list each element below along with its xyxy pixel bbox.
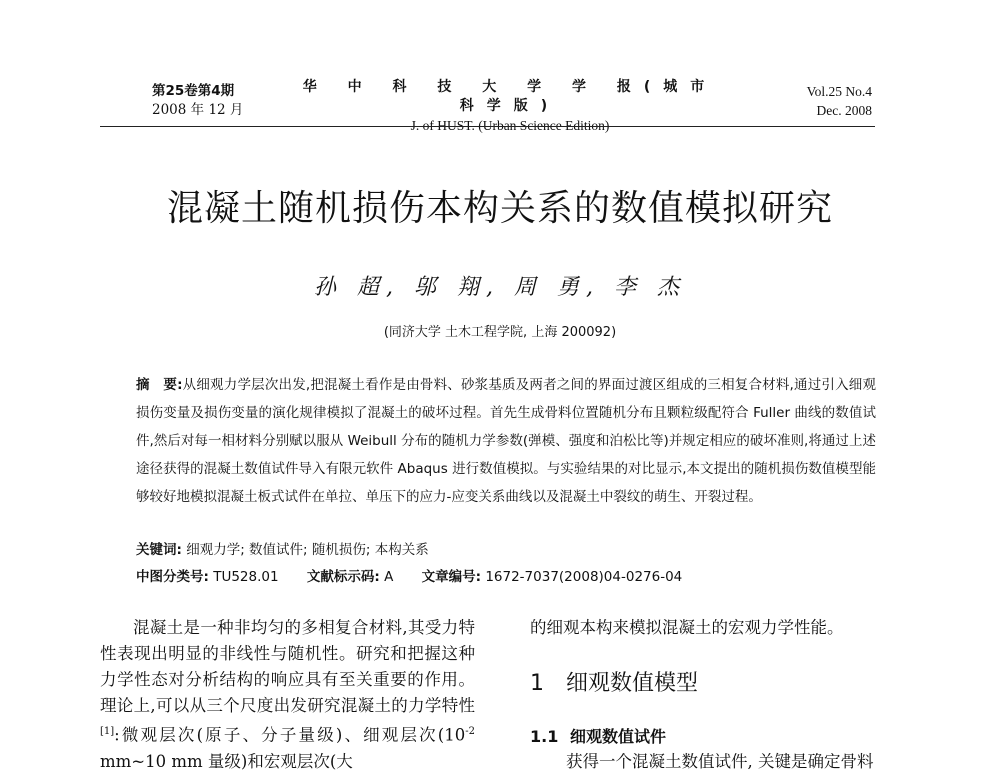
subsection-body-text: 获得一个混凝土数值试件, 关键是确定骨料: [566, 752, 874, 771]
intro-paragraph: [100, 615, 475, 775]
section-heading-1: [530, 666, 698, 697]
volume-issue-en: Vol.25 No.4: [806, 84, 872, 99]
section-title: 细观数值模型: [566, 671, 699, 696]
intro-text-b: :微观层次(原子、分子量级)、细观层次(10: [114, 725, 466, 745]
doc-code-value: A: [384, 569, 394, 585]
subsection-number: 1.1: [530, 727, 559, 746]
abstract-text: 从细观力学层次出发,把混凝土看作是由骨料、砂浆基质及两者之间的界面过渡区组成的三相复合材料,通过引入细观损伤变量及损伤变量的演化规律模拟了混凝土的破坏过程。首先生成骨料位置随机分布且颗粒级配符合 Fuller 曲线的数值试件,然后对每一相材料分别赋以服从 Weibull 分布的随机力学参数(弹模、强度和泊松比等)并规定相应的破坏准则,将通过上述途径获得的混凝土数值试件导入有限元软件 Abaqus 进行数值模拟。与实验结果的对比显示,本文提出的随机损伤数值模型能够较好地模拟混凝土板式试件在单拉、单压下的应力-应变关系曲线以及混凝土中裂纹的萌生、开裂过程。: [136, 377, 876, 505]
header-left: [152, 82, 243, 120]
abstract: [136, 371, 876, 511]
keywords: [136, 538, 876, 558]
classification-line: [136, 565, 876, 585]
subsection-title: 细观数值试件: [570, 727, 667, 746]
header-rule: [100, 126, 875, 127]
volume-issue: 第25卷第4期: [152, 83, 235, 99]
continuation-text: 的细观本构来模拟混凝土的宏观力学性能。: [530, 618, 844, 637]
body-right-column: [530, 615, 880, 641]
issue-date-en: Dec. 2008: [816, 103, 872, 118]
intro-text-a: 混凝土是一种非均匀的多相复合材料,其受力特性表现出明显的非线性与随机性。研究和把握这种力学性态对分析结构的响应具有至关重要的作用。理论上,可以从三个尺度出发研究混凝土的力学特性: [100, 618, 475, 715]
article-number-label: 文章编号:: [421, 569, 482, 585]
affiliation: (同济大学 土木工程学院, 上海 200092): [383, 325, 617, 340]
article-number-value: 1672-7037(2008)04-0276-04: [485, 569, 683, 585]
keywords-label: 关键词:: [136, 542, 182, 558]
keywords-text: 细观力学; 数值试件; 随机损伤; 本构关系: [186, 542, 429, 558]
subsection-heading-1-1: [530, 724, 666, 747]
clc-value: TU528.01: [213, 569, 279, 585]
journal-name-en: J. of HUST. (Urban Science Edition): [410, 118, 610, 133]
doc-code-label: 文献标示码:: [306, 569, 380, 585]
abstract-label: 摘 要:: [136, 377, 183, 393]
body-left-column: [100, 615, 475, 775]
clc-label: 中图分类号:: [136, 569, 209, 585]
intro-text-c: mm~10 mm 量级)和宏观层次(大: [100, 751, 353, 771]
section-number: 1: [530, 671, 544, 696]
journal-edition-cn: (城市科学版): [459, 79, 718, 114]
exponent: -2: [465, 726, 475, 737]
journal-name-cn: 华 中 科 技 大 学 学 报: [302, 79, 644, 95]
author-list: 孙 超, 邬 翔, 周 勇, 李 杰: [314, 275, 686, 300]
issue-date: 2008 年 12 月: [152, 102, 244, 118]
paper-title: 混凝土随机损伤本构关系的数值模拟研究: [166, 188, 833, 229]
header-right: [807, 82, 872, 120]
citation-ref: [1]: [100, 726, 115, 737]
